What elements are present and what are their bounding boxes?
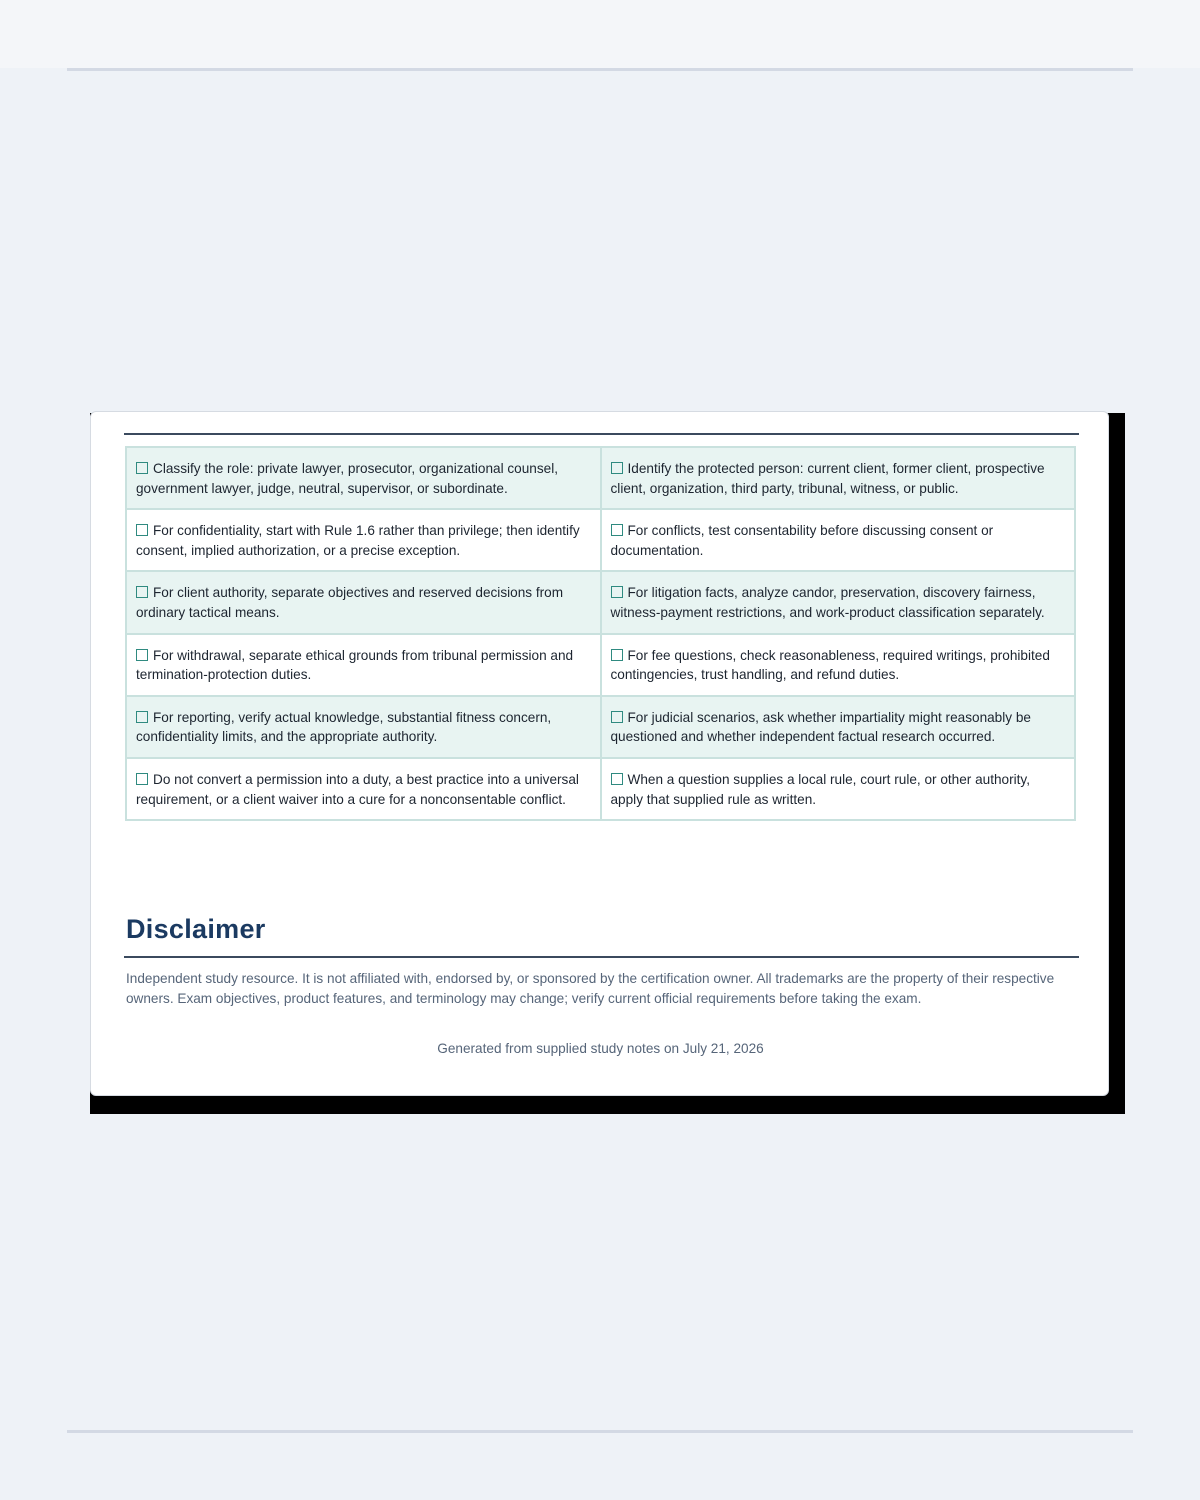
checkbox-icon[interactable]	[611, 649, 623, 661]
checklist-item	[126, 696, 601, 758]
table-row	[126, 509, 1075, 571]
checklist-item	[126, 447, 601, 509]
checklist-table	[125, 446, 1076, 821]
checklist-item	[126, 571, 601, 633]
checklist-item	[601, 509, 1076, 571]
checklist-item-text: For reporting, verify actual knowledge, substantial fitness concern, confidentiality limits, and the appropriate authority.	[136, 709, 552, 745]
checklist-item	[601, 696, 1076, 758]
checklist-item-text: For litigation facts, analyze candor, preservation, discovery fairness, witness-payment restrictions, and work-product classification separately.	[610, 585, 1045, 620]
checklist-item-text: For judicial scenarios, ask whether impartiality might reasonably be questioned and whether independent factual research occurred.	[610, 709, 1031, 745]
disclaimer-text: Independent study resource. It is not affiliated with, endorsed by, or sponsored by the certification owner. All trademarks are the property of their respective owners. Exam objectives, product features, and terminology may change; verify current official requirements before taking the exam.	[126, 971, 1055, 1006]
checkbox-icon[interactable]	[611, 586, 623, 598]
checklist-item-text: For withdrawal, separate ethical grounds from tribunal permission and termination-protection duties.	[136, 647, 574, 683]
checklist-item	[601, 447, 1076, 509]
checkbox-icon[interactable]	[611, 711, 623, 723]
checklist-item-text: Do not convert a permission into a duty, a best practice into a universal requirement, or a client waiver into a cure for a nonconsentable conflict.	[136, 771, 579, 807]
top-divider	[67, 68, 1133, 71]
section-rule	[124, 433, 1079, 435]
checklist-item-text: For fee questions, check reasonableness, required writings, prohibited contingencies, trust handling, and refund duties.	[610, 647, 1050, 683]
table-row	[126, 634, 1075, 696]
checkbox-icon[interactable]	[611, 773, 623, 785]
checkbox-icon[interactable]	[136, 773, 148, 785]
table-row	[126, 447, 1075, 509]
checklist-item	[601, 571, 1076, 633]
checkbox-icon[interactable]	[136, 711, 148, 723]
checklist-item	[126, 509, 601, 571]
table-row	[126, 571, 1075, 633]
checklist-item-text: When a question supplies a local rule, court rule, or other authority, apply that supplied rule as written.	[610, 771, 1030, 807]
checklist-item	[126, 634, 601, 696]
section-rule	[124, 956, 1079, 958]
checklist-item-text: Classify the role: private lawyer, prosecutor, organizational counsel, government lawyer, judge, neutral, supervisor, or subordinate.	[136, 461, 558, 496]
checkbox-icon[interactable]	[136, 586, 148, 598]
checkbox-icon[interactable]	[136, 524, 148, 536]
viewer-toolbar-area	[0, 0, 1200, 68]
checkbox-icon[interactable]	[611, 524, 623, 536]
checklist-item	[601, 758, 1076, 820]
checkbox-icon[interactable]	[136, 649, 148, 661]
bottom-divider	[67, 1430, 1133, 1433]
checklist-item-text: Identify the protected person: current client, former client, prospective client, organization, third party, tribunal, witness, or public.	[610, 461, 1045, 496]
checklist-item-text: For confidentiality, start with Rule 1.6 rather than privilege; then identify consent, implied authorization, or a precise exception.	[136, 523, 580, 558]
checklist-item-text: For client authority, separate objectives and reserved decisions from ordinary tactical means.	[136, 585, 564, 620]
checklist-item	[126, 758, 601, 820]
disclaimer-heading: Disclaimer	[126, 914, 266, 944]
checkbox-icon[interactable]	[611, 462, 623, 474]
document-page	[90, 411, 1109, 1096]
checkbox-icon[interactable]	[136, 462, 148, 474]
generated-note: Generated from supplied study notes on July 21, 2026	[437, 1041, 764, 1056]
table-row	[126, 696, 1075, 758]
checklist-item-text: For conflicts, test consentability before discussing consent or documentation.	[610, 523, 994, 558]
checklist-item	[601, 634, 1076, 696]
table-row	[126, 758, 1075, 820]
